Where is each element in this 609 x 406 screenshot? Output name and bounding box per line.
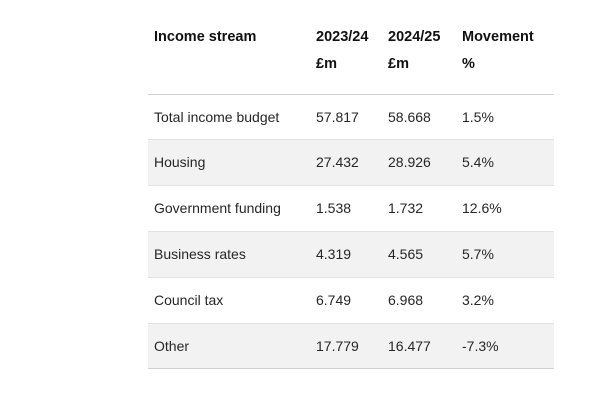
cell-2023-24: 57.817 [310, 94, 382, 140]
table-row [148, 186, 554, 232]
table-row [148, 140, 554, 186]
cell-2024-25: 6.968 [382, 277, 456, 323]
cell-2024-25: 16.477 [382, 323, 456, 369]
cell-movement: 1.5% [456, 94, 554, 140]
column-header-movement-unit: % [462, 55, 475, 72]
column-header-2024-25-label: 2024/25 [388, 29, 441, 45]
cell-movement: 5.4% [456, 140, 554, 186]
cell-2023-24: 17.779 [310, 323, 382, 369]
table-body [148, 94, 554, 369]
column-header-2023-24-unit: £m [316, 55, 337, 72]
column-header-income-stream [148, 8, 310, 94]
column-header-2023-24 [310, 8, 382, 94]
cell-2024-25: 28.926 [382, 140, 456, 186]
table-row [148, 277, 554, 323]
table-row [148, 94, 554, 140]
cell-movement: 5.7% [456, 232, 554, 278]
cell-income-stream: Council tax [148, 277, 310, 323]
income-table-container [148, 8, 554, 369]
cell-income-stream: Total income budget [148, 94, 310, 140]
cell-income-stream: Business rates [148, 232, 310, 278]
cell-2023-24: 4.319 [310, 232, 382, 278]
cell-movement: -7.3% [456, 323, 554, 369]
column-header-2024-25 [382, 8, 456, 94]
cell-movement: 3.2% [456, 277, 554, 323]
cell-2023-24: 6.749 [310, 277, 382, 323]
table-row [148, 323, 554, 369]
cell-income-stream: Housing [148, 140, 310, 186]
cell-income-stream: Government funding [148, 186, 310, 232]
column-header-2023-24-label: 2023/24 [316, 29, 369, 45]
cell-movement: 12.6% [456, 186, 554, 232]
cell-2024-25: 4.565 [382, 232, 456, 278]
cell-2024-25: 58.668 [382, 94, 456, 140]
income-table [148, 8, 554, 369]
cell-2024-25: 1.732 [382, 186, 456, 232]
cell-2023-24: 1.538 [310, 186, 382, 232]
column-header-income-stream-label: Income stream [154, 29, 257, 45]
table-header [148, 8, 554, 94]
cell-2023-24: 27.432 [310, 140, 382, 186]
column-header-movement-label: Movement [462, 29, 534, 45]
table-row [148, 232, 554, 278]
table-header-row [148, 8, 554, 94]
cell-income-stream: Other [148, 323, 310, 369]
column-header-2024-25-unit: £m [388, 55, 409, 72]
column-header-movement [456, 8, 554, 94]
